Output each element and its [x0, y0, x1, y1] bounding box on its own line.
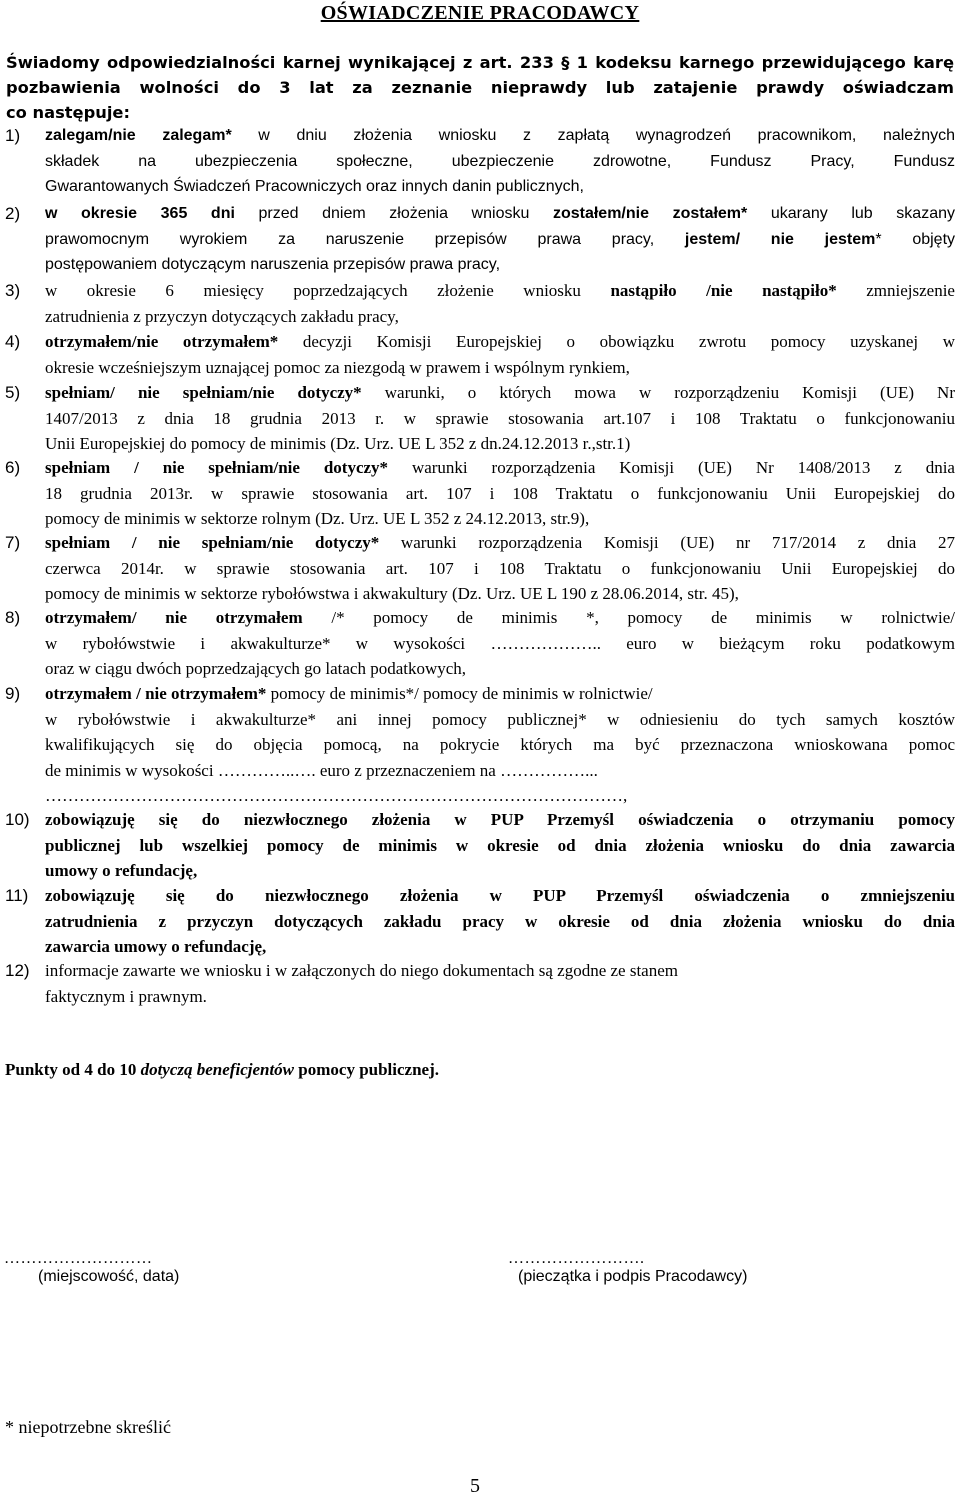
- item-choice: zostałem/nie zostałem*: [552, 205, 748, 222]
- intro-line: co następuje:: [6, 103, 130, 122]
- item-choice: spełniam/ nie spełniam/nie dotyczy*: [45, 383, 362, 402]
- item-number: 1): [5, 126, 21, 145]
- item-choice: nastąpiło /nie nastąpiło*: [610, 281, 837, 300]
- item-number: 12): [5, 961, 30, 980]
- item-text: zalegam/nie zalegam* w dniu złożenia wniosku z zapłatą wynagrodzeń pracownikom, należnych składek na ubezpieczenia społeczne, ubezpieczenie zdrowotne, Fundusz Pracy, Fundusz Gwarantowanych Świadczeń Pracowniczych oraz innych danin publicznych,: [45, 127, 955, 195]
- item-number: 4): [5, 332, 21, 351]
- place-date-line: ………………………: [4, 1250, 153, 1267]
- item-text: otrzymałem/ nie otrzymałem /* pomocy de minimis *, pomocy de minimis w rolnictwie/ w rybołówstwie i akwakulturze* w wysokości ……………….. euro w bieżącym roku podatkowym oraz w ciągu dwóch poprzedzających go latach podatkowych,: [45, 608, 955, 678]
- item-text: zobowiązuję się do niezwłocznego złożenia w PUP Przemyśl oświadczenia o zmniejszeniu zatrudnienia z przyczyn dotyczących zakładu pracy w okresie od dnia złożenia wniosku do dnia zawarcia umowy o refundację,: [45, 886, 955, 956]
- item-text: w okresie 6 miesięcy poprzedzających złożenie wniosku nastąpiło /nie nastąpiło* zmniejszenie zatrudnienia z przyczyn dotyczących zakładu pracy,: [45, 281, 955, 326]
- item-number: 8): [5, 608, 21, 627]
- item-choice: spełniam / nie spełniam/nie dotyczy*: [45, 533, 380, 552]
- item-text: informacje zawarte we wniosku i w załączonych do niego dokumentach są zgodne ze stanem faktycznym i prawnym.: [45, 961, 679, 1006]
- page-title: OŚWIADCZENIE PRACODAWCY: [320, 2, 640, 24]
- item-choice: otrzymałem/nie otrzymałem*: [45, 332, 279, 351]
- item-text: spełniam / nie spełniam/nie dotyczy* warunki rozporządzenia Komisji (UE) Nr 1408/2013 z dnia 18 grudnia 2013r. w sprawie stosowania art. 107 i 108 Traktatu o funkcjonowaniu Unii Europejskiej do pomocy de minimis w sektorze rolnym (Dz. Urz. UE L 352 z 24.12.2013, str.9),: [45, 458, 955, 528]
- page-number: 5: [470, 1475, 480, 1497]
- intro-paragraph: [6, 50, 954, 125]
- item-number: 11): [5, 886, 29, 905]
- item-choice: otrzymałem / nie otrzymałem*: [45, 684, 267, 703]
- footnote: * niepotrzebne skreślić: [5, 1417, 171, 1437]
- signature-caption: (pieczątka i podpis Pracodawcy): [518, 1268, 748, 1285]
- item-text: spełniam/ nie spełniam/nie dotyczy* warunki, o których mowa w rozporządzeniu Komisji (UE) Nr 1407/2013 z dnia 18 grudnia 2013 r. w sprawie stosowania art.107 i 108 Traktatu o funkcjonowaniu Unii Europejskiej do pomocy de minimis (Dz. Urz. UE L 352 z dn.24.12.2013 r.,str.1): [45, 383, 955, 453]
- item-number: 6): [5, 458, 21, 477]
- item-text: zobowiązuję się do niezwłocznego złożenia w PUP Przemyśl oświadczenia o otrzymaniu pomocy publicznej lub wszelkiej pomocy de minimis w okresie od dnia złożenia wniosku do dnia zawarcia umowy o refundację,: [45, 810, 955, 880]
- place-date-caption: (miejscowość, data): [38, 1268, 180, 1285]
- item-number: 7): [5, 533, 21, 552]
- signature-line: …………………….: [508, 1250, 645, 1267]
- item-text: otrzymałem/nie otrzymałem* decyzji Komisji Europejskiej o obowiązku zwrotu pomocy uzyskanej w okresie wcześniejszym uznającej pomoc za niezgodą w prawem i wspólnym rynkiem,: [45, 332, 955, 377]
- beneficiary-note: Punkty od 4 do 10 dotyczą beneficjentów pomocy publicznej.: [5, 1060, 440, 1079]
- item-number: 5): [5, 383, 21, 402]
- item-choice: zalegam/nie zalegam*: [45, 127, 232, 144]
- intro-line: pozbawienia wolności do 3 lat za zeznanie nieprawdy lub zatajenie prawdy oświadczam: [6, 78, 954, 97]
- intro-line: Świadomy odpowiedzialności karnej wynikającej z art. 233 § 1 kodeksu karnego przewidującego karę: [6, 53, 954, 72]
- item-choice: spełniam / nie spełniam/nie dotyczy*: [45, 458, 389, 477]
- item-number: 3): [5, 281, 21, 300]
- item-number: 9): [5, 684, 21, 703]
- item-number: 10): [5, 810, 30, 829]
- item-text: w okresie 365 dni przed dniem złożenia wniosku zostałem/nie zostałem* ukarany lub skazany prawomocnym wyrokiem za naruszenie przepisów prawa pracy, jestem/ nie jestem* objęty postępowaniem dotyczącym naruszenia przepisów prawa pracy,: [45, 205, 956, 273]
- item-choice: otrzymałem/ nie otrzymałem: [45, 608, 303, 627]
- item-number: 2): [5, 204, 21, 223]
- item-text: spełniam / nie spełniam/nie dotyczy* warunki rozporządzenia Komisji (UE) nr 717/2014 z dnia 27 czerwca 2014r. w sprawie stosowania art. 107 i 108 Traktatu o funkcjonowaniu Unii Europejskiej do pomocy de minimis w sektorze rybołówstwa i akwakultury (Dz. Urz. UE L 190 z 28.06.2014, str. 45),: [45, 533, 955, 603]
- item-text: otrzymałem / nie otrzymałem* pomocy de minimis*/ pomocy de minimis w rolnictwie/ w rybołówstwie i akwakulturze* ani innej pomocy publicznej* w odniesieniu do tych samych kosztów kwalifikujących się do objęcia pomocą, na pokrycie których ma być przeznaczona wnioskowana pomoc de minimis w wysokości …………..…. euro z przeznaczeniem na ……………... …………………………………………………………………………………………,: [45, 684, 955, 805]
- item-choice: jestem/ nie jestem: [684, 230, 876, 248]
